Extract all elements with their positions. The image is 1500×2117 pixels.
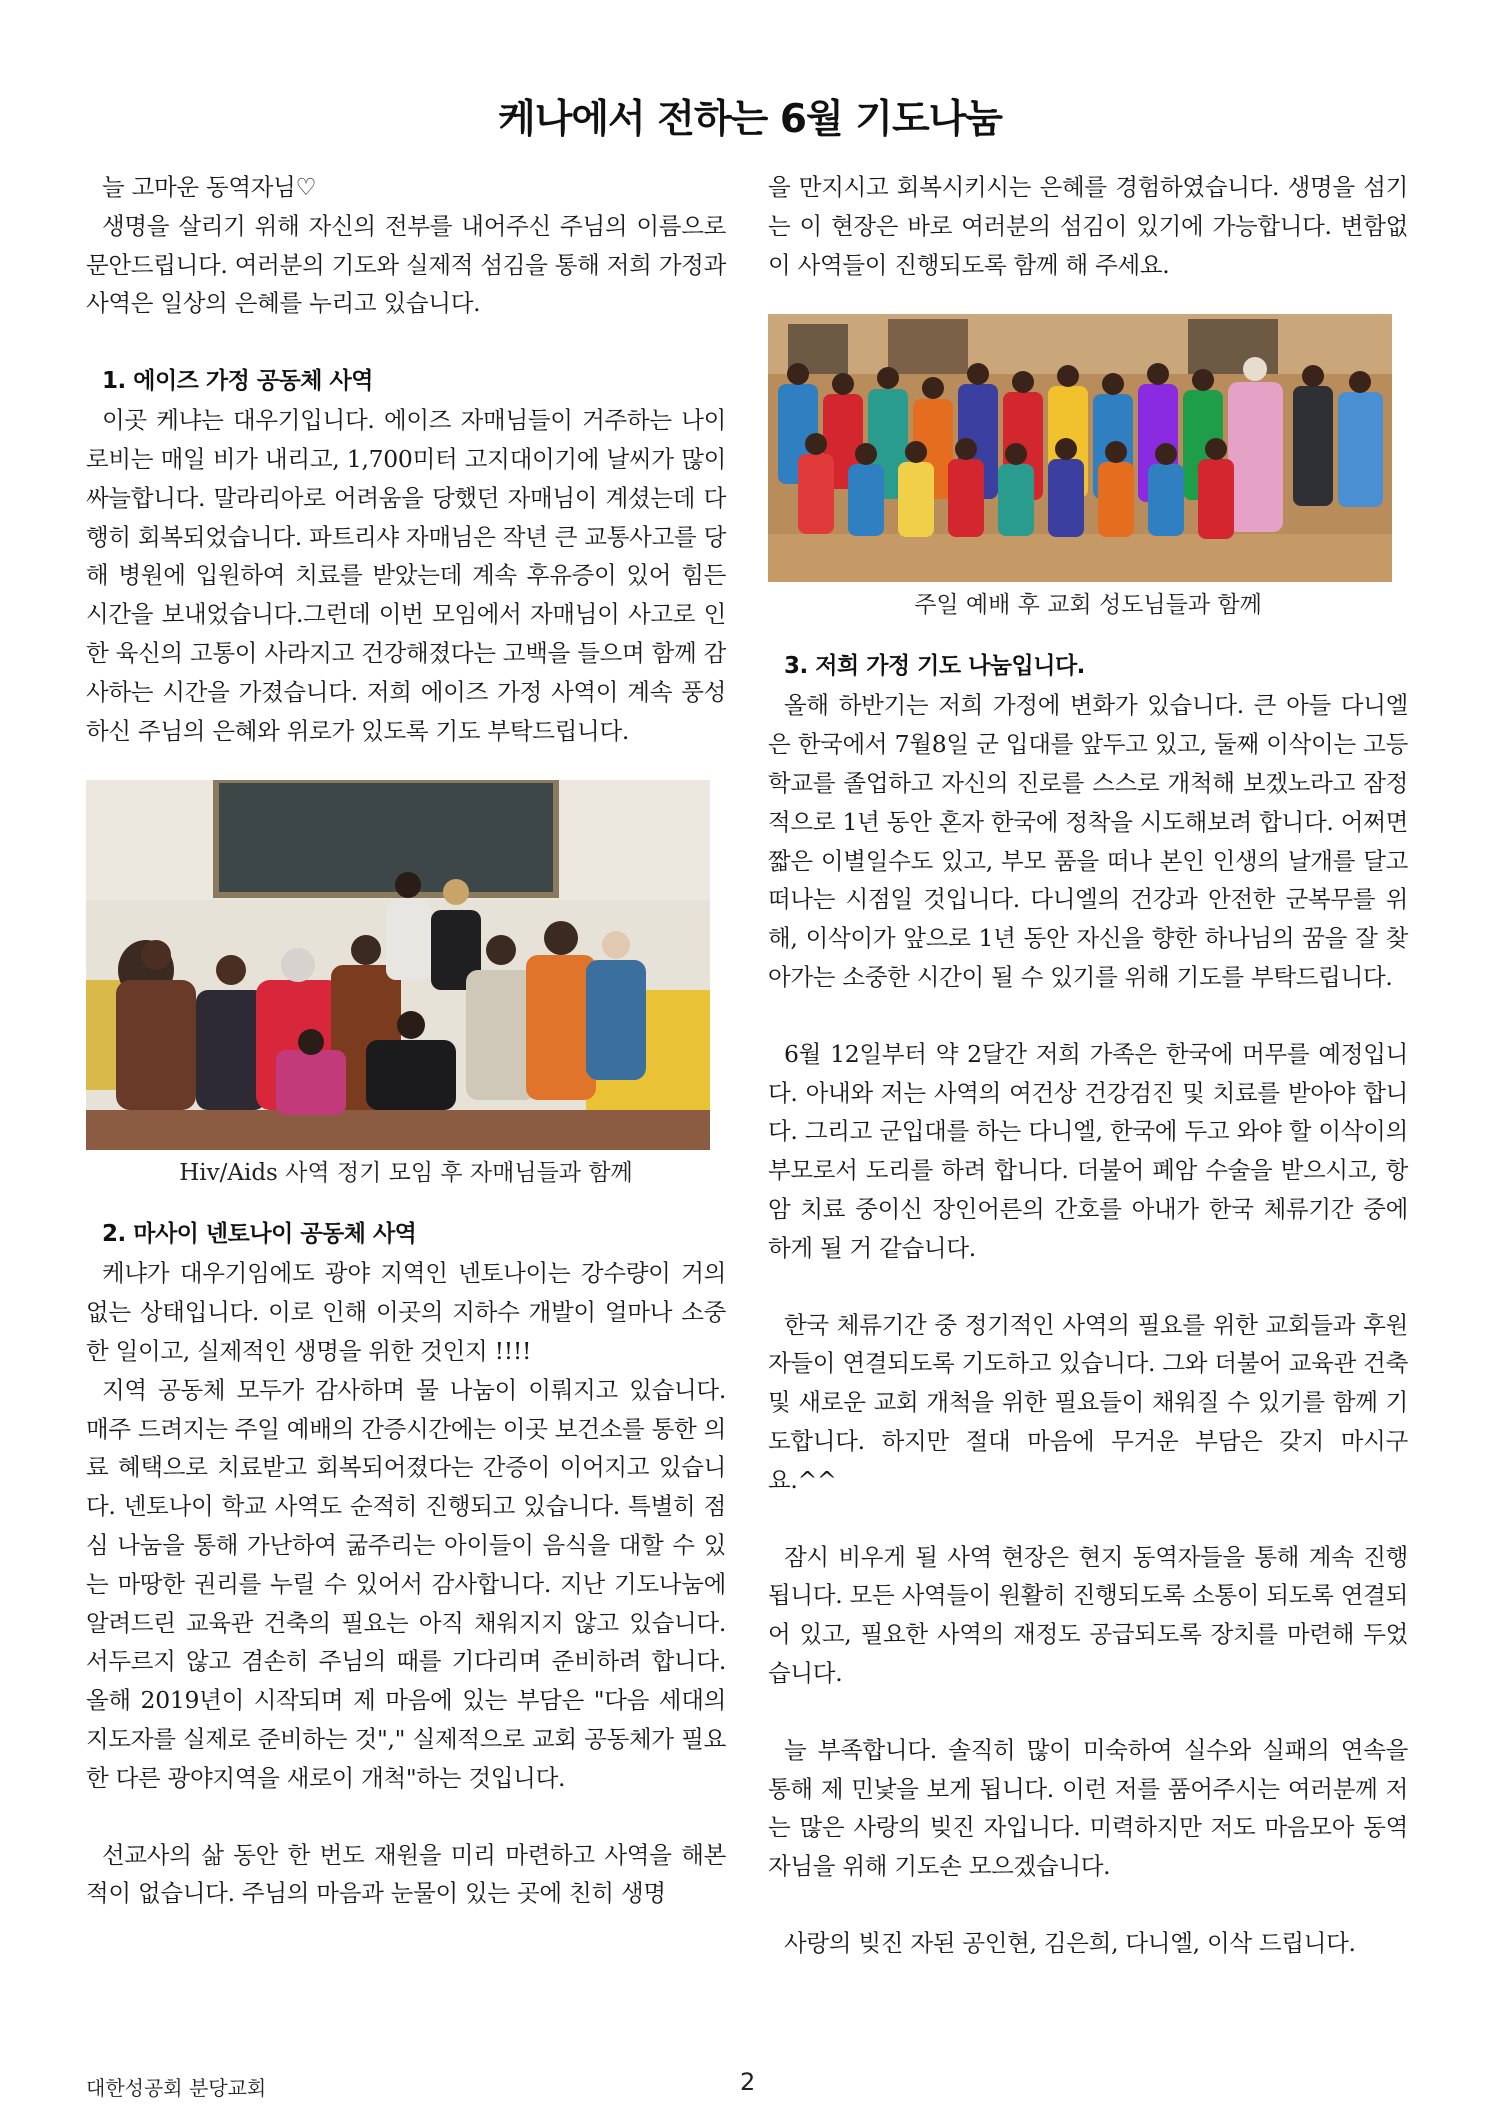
section-family-paragraph-5: 늘 부족합니다. 솔직히 많이 미숙하여 실수와 실패의 연속을 통해 제 민낯을 보게 됩니다. 이런 저를 품어주시는 여러분께 저는 많은 사랑의 빚진 자입니다. 미력하지만 저도 마음모아 동역자님을 위해 기도손 모으겠습니다. <box>768 1735 1408 1881</box>
greeting: 늘 고마운 동역자님♡ <box>102 173 317 201</box>
section-aids-text: 이곳 케냐는 대우기입니다. 에이즈 자매님들이 거주하는 나이로비는 매일 비가 내리고, 1,700미터 고지대이기에 날씨가 많이 싸늘합니다. 말라리아로 어려움을 당했던 자매님이 계셨는데 다행히 회복되었습니다. 파트리샤 자매님은 작년 큰 교통사고를 당해 병원에 입원하여 치료를 받았는데 계속 후유증이 있어 힘든 시간을 보내었습니다.그런데 이번 모임에서 자매님이 사고로 인한 육신의 고통이 사라지고 건강해졌다는 고백을 들으며 함께 감사하는 시간을 가졌습니다. 저희 에이즈 가정 사역이 계속 풍성하신 주님의 은혜와 위로가 있도록 기도 부탁드립니다. <box>86 406 726 745</box>
photo-church-caption: 주일 예배 후 교회 성도님들과 함께 <box>914 592 1262 619</box>
section-family-paragraph-1: 올해 하반기는 저희 가정에 변화가 있습니다. 큰 아들 다니엘은 한국에서 7월8일 군 입대를 앞두고 있고, 둘째 이삭이는 고등학교를 졸업하고 자신의 진로를 스스로 개척해 보겠노라고 잠정적으로 1년 동안 혼자 한국에 정착을 시도해보려 합니다. 어쩌면 짧은 이별일수도 있고, 부모 품을 떠나 본인 인생의 날개를 달고 떠나는 시점일 것입니다. 다니엘의 건강과 안전한 군복무를 위해, 이삭이가 앞으로 1년 동안 자신을 향한 하나님의 꿈을 잘 찾아가는 소중한 시간이 될 수 있기를 위해 기도를 부탁드립니다. <box>768 691 1408 991</box>
right-column <box>768 168 1408 1963</box>
page-title: 케나에서 전하는 6월 기도나눔 <box>498 97 1002 142</box>
section-heading-maasai: 2. 마사이 넨토나이 공동체 사역 <box>102 1221 417 1248</box>
section-heading-aids: 1. 에이즈 가정 공동체 사역 <box>102 368 373 395</box>
photo-aids-caption: Hiv/Aids 사역 정기 모임 후 자매님들과 함께 <box>179 1160 633 1187</box>
section-maasai-paragraph-1: 케냐가 대우기임에도 광야 지역인 넨토나이는 강수량이 거의 없는 상태입니다. 이로 인해 이곳의 지하수 개발이 얼마나 소중한 일이고, 실제적인 생명을 위한 것인지 !!!! <box>86 1259 726 1365</box>
section-family-paragraph-4: 잠시 비우게 될 사역 현장은 현지 동역자들을 통해 계속 진행됩니다. 모든 사역들이 원활히 진행되도록 소통이 되도록 연결되어 있고, 필요한 사역의 재정도 공급되도록 장치를 마련해 두었습니다. <box>768 1542 1408 1687</box>
section-heading-family: 3. 저희 가정 기도 나눔입니다. <box>784 653 1085 680</box>
page-number: 2 <box>740 2068 756 2096</box>
closing-paragraph-start: 선교사의 삶 동안 한 번도 재원을 미리 마련하고 사역을 해본적이 없습니다. 주님의 마음과 눈물이 있는 곳에 친히 생명 <box>86 1840 726 1908</box>
section-maasai-paragraph-2: 지역 공동체 모두가 감사하며 물 나눔이 이뤄지고 있습니다. 매주 드려지는 주일 예배의 간증시간에는 이곳 보건소를 통한 의료 혜택으로 치료받고 회복되어졌다는 간증이 이어지고 있습니다. 넨토나이 학교 사역도 순적히 진행되고 있습니다. 특별히 점심 나눔을 통해 가난하여 굶주리는 아이들이 음식을 대할 수 있는 마땅한 권리를 누릴 수 있어서 감사합니다. 지난 기도나눔에 알려드린 교육관 건축의 필요는 아직 채워지지 않고 있습니다. 서두르지 않고 겸손히 주님의 때를 기다리며 준비하려 합니다. 올해 2019년이 시작되며 제 마음에 있는 부담은 "다음 세대의 지도자를 실제로 준비하는 것"," 실제적으로 교회 공동체가 필요한 다른 광야지역을 새로이 개척"하는 것입니다. <box>86 1375 726 1792</box>
section-family-paragraph-3: 한국 체류기간 중 정기적인 사역의 필요를 위한 교회들과 후원자들이 연결되도록 기도하고 있습니다. 그와 더불어 교육관 건축 및 새로운 교회 개척을 위한 필요들이 채워질 수 있기를 함께 기도합니다. 하지만 절대 마음에 무거운 부담은 갖지 마시구요.^^ <box>768 1310 1408 1494</box>
intro-paragraph: 생명을 살리기 위해 자신의 전부를 내어주신 주님의 이름으로 문안드립니다. 여러분의 기도와 실제적 섬김을 통해 저희 가정과 사역은 일상의 은혜를 누리고 있습니다. <box>86 211 726 318</box>
left-column <box>86 168 726 1913</box>
photo-church-congregation <box>768 314 1392 582</box>
signature-line: 사랑의 빚진 자된 공인현, 김은희, 다니엘, 이삭 드립니다. <box>784 1928 1356 1957</box>
closing-paragraph-continuation: 을 만지시고 회복시키시는 은혜를 경험하였습니다. 생명을 섬기는 이 현장은 바로 여러분의 섬김이 있기에 가능합니다. 변함없이 사역들이 진행되도록 함께 해 주세요. <box>768 173 1408 279</box>
section-family-paragraph-2: 6월 12일부터 약 2달간 저희 가족은 한국에 머무를 예정입니다. 아내와 저는 사역의 여건상 건강검진 및 치료를 받아야 합니다. 그리고 군입대를 하는 다니엘, 한국에 두고 와야 할 이삭이의 부모로서 도리를 하려 합니다. 더불어 폐암 수술을 받으시고, 항암 치료 중이신 장인어른의 간호를 아내가 한국 체류기간 중에 하게 될 거 같습니다. <box>768 1039 1408 1262</box>
footer-organization: 대한성공회 분당교회 <box>86 2076 267 2100</box>
photo-aids-group <box>86 780 710 1150</box>
